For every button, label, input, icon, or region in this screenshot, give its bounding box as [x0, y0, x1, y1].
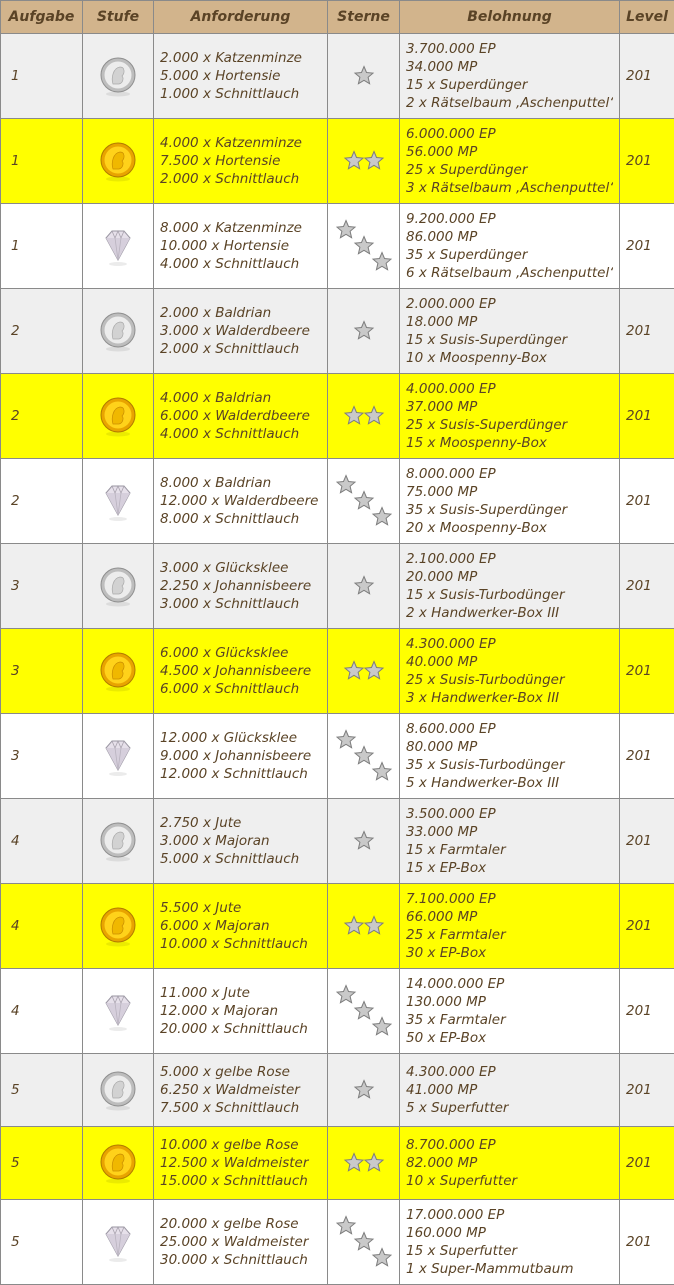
anforderung-cell: [154, 119, 328, 204]
text-line: 30 x EP-Box: [406, 945, 487, 961]
belohnung-cell: [400, 119, 620, 204]
aufgabe-cell: 4: [1, 884, 83, 969]
text-line: 15 x Moospenny-Box: [406, 435, 547, 451]
belohnung-cell: [400, 544, 620, 629]
star-icon: [355, 1002, 373, 1019]
stufe-cell: [83, 459, 154, 544]
text-line: 1.000 x Schnittlauch: [160, 86, 300, 102]
text-line: 25 x Susis-Superdünger: [406, 417, 568, 433]
sterne-cell: [328, 884, 400, 969]
text-line: 8.000.000 EP: [406, 466, 496, 482]
text-line: 17.000.000 EP: [406, 1207, 505, 1223]
gold-coin-icon: [98, 1141, 138, 1185]
text-line: 41.000 MP: [406, 1082, 478, 1098]
aufgabe-cell: 1: [1, 204, 83, 289]
text-line: 4.500 x Johannisbeere: [160, 663, 312, 679]
text-line: 8.000 x Baldrian: [160, 475, 272, 491]
stars-rating: [336, 982, 392, 1040]
star-icon: [337, 731, 355, 748]
text-line: 20 x Moospenny-Box: [406, 520, 547, 536]
aufgabe-cell: 2: [1, 374, 83, 459]
stufe-cell: [83, 1127, 154, 1200]
text-line: 12.000 x Walderdbeere: [160, 493, 319, 509]
text-line: 5.000 x Schnittlauch: [160, 851, 300, 867]
text-line: 9.200.000 EP: [406, 211, 496, 227]
level-cell: 201: [620, 374, 674, 459]
belohnung-cell: [400, 969, 620, 1054]
aufgabe-cell: 5: [1, 1054, 83, 1127]
level-cell: 201: [620, 1200, 674, 1285]
text-line: 12.000 x Schnittlauch: [160, 766, 308, 782]
text-line: 25 x Susis-Turbodünger: [406, 672, 565, 688]
level-cell: 201: [620, 969, 674, 1054]
star-icon: [365, 152, 383, 169]
text-line: 4.300.000 EP: [406, 636, 496, 652]
text-line: 20.000 x gelbe Rose: [160, 1216, 299, 1232]
belohnung-cell: [400, 289, 620, 374]
stars-rating: [336, 812, 392, 870]
text-line: 75.000 MP: [406, 484, 478, 500]
text-line: 66.000 MP: [406, 909, 478, 925]
table-row: [1, 1054, 674, 1127]
anforderung-cell: [154, 1127, 328, 1200]
text-line: 3 x Rätselbaum ‚Aschenputtel‘: [406, 180, 613, 196]
text-line: 35 x Susis-Superdünger: [406, 502, 568, 518]
table-row: [1, 629, 674, 714]
star-icon: [337, 986, 355, 1003]
table-row: [1, 714, 674, 799]
text-line: 10 x Moospenny-Box: [406, 350, 547, 366]
level-cell: 201: [620, 289, 674, 374]
text-line: 6 x Rätselbaum ‚Aschenputtel‘: [406, 265, 613, 281]
belohnung-cell: [400, 799, 620, 884]
text-line: 10.000 x Hortensie: [160, 238, 290, 254]
header-belohnung: Belohnung: [400, 1, 620, 34]
text-line: 35 x Superdünger: [406, 247, 528, 263]
star-icon: [355, 747, 373, 764]
sterne-cell: [328, 34, 400, 119]
silver-coin-icon: [98, 54, 138, 98]
text-line: 8.000 x Schnittlauch: [160, 511, 300, 527]
text-line: 14.000.000 EP: [406, 976, 505, 992]
diamond-icon: [98, 479, 138, 523]
star-icon: [365, 662, 383, 679]
star-icon: [355, 1233, 373, 1250]
aufgabe-cell: 2: [1, 289, 83, 374]
table-row: [1, 544, 674, 629]
aufgabe-cell: 3: [1, 544, 83, 629]
text-line: 8.000 x Katzenminze: [160, 220, 302, 236]
text-line: 15.000 x Schnittlauch: [160, 1173, 308, 1189]
table-row: [1, 1127, 674, 1200]
star-icon: [373, 253, 391, 270]
anforderung-cell: [154, 714, 328, 799]
level-cell: 201: [620, 884, 674, 969]
text-line: 56.000 MP: [406, 144, 478, 160]
star-icon: [355, 67, 373, 84]
belohnung-cell: [400, 884, 620, 969]
silver-coin-icon: [98, 1068, 138, 1112]
sterne-cell: [328, 629, 400, 714]
anforderung-cell: [154, 34, 328, 119]
stufe-cell: [83, 629, 154, 714]
gold-coin-icon: [98, 394, 138, 438]
header-aufgabe: Aufgabe: [1, 1, 83, 34]
anforderung-cell: [154, 799, 328, 884]
text-line: 3.000 x Majoran: [160, 833, 270, 849]
text-line: 25.000 x Waldmeister: [160, 1234, 309, 1250]
text-line: 10.000 x gelbe Rose: [160, 1137, 299, 1153]
text-line: 3.000 x Schnittlauch: [160, 596, 300, 612]
text-line: 25 x Farmtaler: [406, 927, 506, 943]
text-line: 33.000 MP: [406, 824, 478, 840]
table-row: [1, 884, 674, 969]
header-stufe: Stufe: [83, 1, 154, 34]
text-line: 6.000 x Majoran: [160, 918, 270, 934]
table-row: [1, 1200, 674, 1285]
aufgabe-cell: 3: [1, 714, 83, 799]
text-line: 6.250 x Waldmeister: [160, 1082, 300, 1098]
text-line: 4.000 x Schnittlauch: [160, 426, 300, 442]
anforderung-cell: [154, 374, 328, 459]
text-line: 8.700.000 EP: [406, 1137, 496, 1153]
silver-coin-icon: [98, 309, 138, 353]
star-icon: [365, 917, 383, 934]
text-line: 2.100.000 EP: [406, 551, 496, 567]
gold-coin-icon: [98, 139, 138, 183]
level-cell: 201: [620, 204, 674, 289]
text-line: 5 x Handwerker-Box III: [406, 775, 560, 791]
text-line: 7.100.000 EP: [406, 891, 496, 907]
stufe-cell: [83, 1054, 154, 1127]
diamond-icon: [98, 734, 138, 778]
star-icon: [337, 476, 355, 493]
level-cell: 201: [620, 1127, 674, 1200]
sterne-cell: [328, 374, 400, 459]
stars-rating: [336, 302, 392, 360]
text-line: 7.500 x Hortensie: [160, 153, 281, 169]
stufe-cell: [83, 34, 154, 119]
belohnung-cell: [400, 34, 620, 119]
stufe-cell: [83, 799, 154, 884]
stars-rating: [336, 1134, 392, 1192]
anforderung-cell: [154, 969, 328, 1054]
text-line: 11.000 x Jute: [160, 985, 250, 1001]
sterne-cell: [328, 714, 400, 799]
table-row: [1, 969, 674, 1054]
level-cell: 201: [620, 714, 674, 799]
belohnung-cell: [400, 459, 620, 544]
text-line: 15 x Superdünger: [406, 77, 528, 93]
text-line: 3.700.000 EP: [406, 41, 496, 57]
text-line: 30.000 x Schnittlauch: [160, 1252, 308, 1268]
text-line: 12.000 x Glücksklee: [160, 730, 298, 746]
text-line: 15 x Susis-Turbodünger: [406, 587, 565, 603]
aufgabe-cell: 4: [1, 969, 83, 1054]
aufgabe-cell: 2: [1, 459, 83, 544]
belohnung-cell: [400, 1054, 620, 1127]
text-line: 4.000 x Baldrian: [160, 390, 272, 406]
stars-rating: [336, 1213, 392, 1271]
anforderung-cell: [154, 629, 328, 714]
text-line: 34.000 MP: [406, 59, 478, 75]
text-line: 2.000 x Katzenminze: [160, 50, 302, 66]
table-row: [1, 459, 674, 544]
anforderung-cell: [154, 459, 328, 544]
star-icon: [355, 577, 373, 594]
text-line: 6.000 x Schnittlauch: [160, 681, 300, 697]
level-cell: 201: [620, 34, 674, 119]
aufgabe-cell: 1: [1, 34, 83, 119]
stufe-cell: [83, 714, 154, 799]
star-icon: [345, 407, 363, 424]
sterne-cell: [328, 969, 400, 1054]
star-icon: [345, 917, 363, 934]
text-line: 35 x Susis-Turbodünger: [406, 757, 565, 773]
anforderung-cell: [154, 544, 328, 629]
star-icon: [345, 662, 363, 679]
stufe-cell: [83, 119, 154, 204]
text-line: 3 x Handwerker-Box III: [406, 690, 560, 706]
text-line: 8.600.000 EP: [406, 721, 496, 737]
stars-rating: [336, 727, 392, 785]
quest-table-body: [1, 34, 674, 1285]
text-line: 15 x Superfutter: [406, 1243, 518, 1259]
text-line: 10.000 x Schnittlauch: [160, 936, 308, 952]
header-anforderung: Anforderung: [154, 1, 328, 34]
silver-coin-icon: [98, 819, 138, 863]
star-icon: [355, 237, 373, 254]
text-line: 2.000 x Schnittlauch: [160, 171, 300, 187]
text-line: 2.750 x Jute: [160, 815, 242, 831]
level-cell: 201: [620, 799, 674, 884]
anforderung-cell: [154, 1200, 328, 1285]
stufe-cell: [83, 204, 154, 289]
table-row: [1, 374, 674, 459]
text-line: 6.000.000 EP: [406, 126, 496, 142]
belohnung-cell: [400, 204, 620, 289]
stufe-cell: [83, 374, 154, 459]
star-icon: [355, 322, 373, 339]
anforderung-cell: [154, 289, 328, 374]
stars-rating: [336, 387, 392, 445]
text-line: 2 x Handwerker-Box III: [406, 605, 560, 621]
text-line: 4.000.000 EP: [406, 381, 496, 397]
text-line: 160.000 MP: [406, 1225, 486, 1241]
text-line: 12.500 x Waldmeister: [160, 1155, 309, 1171]
text-line: 18.000 MP: [406, 314, 478, 330]
diamond-icon: [98, 989, 138, 1033]
aufgabe-cell: 3: [1, 629, 83, 714]
text-line: 20.000 MP: [406, 569, 478, 585]
level-cell: 201: [620, 1054, 674, 1127]
star-icon: [337, 1217, 355, 1234]
text-line: 1 x Super-Mammutbaum: [406, 1261, 574, 1277]
text-line: 3.000 x Glücksklee: [160, 560, 289, 576]
stufe-cell: [83, 289, 154, 374]
text-line: 37.000 MP: [406, 399, 478, 415]
anforderung-cell: [154, 204, 328, 289]
text-line: 40.000 MP: [406, 654, 478, 670]
stars-rating: [336, 472, 392, 530]
text-line: 50 x EP-Box: [406, 1030, 487, 1046]
text-line: 2.000.000 EP: [406, 296, 496, 312]
text-line: 20.000 x Schnittlauch: [160, 1021, 308, 1037]
text-line: 2.000 x Schnittlauch: [160, 341, 300, 357]
star-icon: [345, 1154, 363, 1171]
text-line: 3.500.000 EP: [406, 806, 496, 822]
text-line: 25 x Superdünger: [406, 162, 528, 178]
stufe-cell: [83, 544, 154, 629]
table-row: [1, 34, 674, 119]
aufgabe-cell: 1: [1, 119, 83, 204]
star-icon: [373, 763, 391, 780]
text-line: 2.000 x Baldrian: [160, 305, 272, 321]
stars-rating: [336, 557, 392, 615]
star-icon: [337, 221, 355, 238]
text-line: 6.000 x Glücksklee: [160, 645, 289, 661]
star-icon: [365, 1154, 383, 1171]
level-cell: 201: [620, 459, 674, 544]
star-icon: [355, 832, 373, 849]
text-line: 2.250 x Johannisbeere: [160, 578, 312, 594]
text-line: 130.000 MP: [406, 994, 486, 1010]
star-icon: [365, 407, 383, 424]
sterne-cell: [328, 119, 400, 204]
anforderung-cell: [154, 884, 328, 969]
star-icon: [373, 1249, 391, 1266]
text-line: 4.000 x Katzenminze: [160, 135, 302, 151]
star-icon: [373, 508, 391, 525]
header-sterne: Sterne: [328, 1, 400, 34]
aufgabe-cell: 4: [1, 799, 83, 884]
text-line: 4.000 x Schnittlauch: [160, 256, 300, 272]
text-line: 5.000 x gelbe Rose: [160, 1064, 290, 1080]
star-icon: [355, 1081, 373, 1098]
stufe-cell: [83, 884, 154, 969]
header-row: [1, 1, 674, 34]
text-line: 5.500 x Jute: [160, 900, 242, 916]
stufe-cell: [83, 969, 154, 1054]
stars-rating: [336, 217, 392, 275]
aufgabe-cell: 5: [1, 1127, 83, 1200]
text-line: 86.000 MP: [406, 229, 478, 245]
star-icon: [355, 492, 373, 509]
belohnung-cell: [400, 1200, 620, 1285]
text-line: 9.000 x Johannisbeere: [160, 748, 312, 764]
text-line: 15 x Susis-Superdünger: [406, 332, 568, 348]
sterne-cell: [328, 544, 400, 629]
level-cell: 201: [620, 119, 674, 204]
table-row: [1, 799, 674, 884]
text-line: 7.500 x Schnittlauch: [160, 1100, 300, 1116]
diamond-icon: [98, 1220, 138, 1264]
text-line: 6.000 x Walderdbeere: [160, 408, 310, 424]
text-line: 4.300.000 EP: [406, 1064, 496, 1080]
stars-rating: [336, 1061, 392, 1119]
header-level: Level: [620, 1, 674, 34]
text-line: 3.000 x Walderdbeere: [160, 323, 310, 339]
sterne-cell: [328, 204, 400, 289]
anforderung-cell: [154, 1054, 328, 1127]
stars-rating: [336, 897, 392, 955]
belohnung-cell: [400, 629, 620, 714]
belohnung-cell: [400, 1127, 620, 1200]
aufgabe-cell: 5: [1, 1200, 83, 1285]
table-row: [1, 119, 674, 204]
gold-coin-icon: [98, 904, 138, 948]
text-line: 5.000 x Hortensie: [160, 68, 281, 84]
sterne-cell: [328, 1200, 400, 1285]
table-row: [1, 289, 674, 374]
level-cell: 201: [620, 544, 674, 629]
sterne-cell: [328, 289, 400, 374]
belohnung-cell: [400, 374, 620, 459]
belohnung-cell: [400, 714, 620, 799]
sterne-cell: [328, 799, 400, 884]
sterne-cell: [328, 459, 400, 544]
stars-rating: [336, 642, 392, 700]
silver-coin-icon: [98, 564, 138, 608]
star-icon: [373, 1018, 391, 1035]
table-row: [1, 204, 674, 289]
gold-coin-icon: [98, 649, 138, 693]
text-line: 5 x Superfutter: [406, 1100, 509, 1116]
stars-rating: [336, 132, 392, 190]
text-line: 15 x Farmtaler: [406, 842, 506, 858]
text-line: 12.000 x Majoran: [160, 1003, 279, 1019]
star-icon: [345, 152, 363, 169]
level-cell: 201: [620, 629, 674, 714]
text-line: 82.000 MP: [406, 1155, 478, 1171]
sterne-cell: [328, 1127, 400, 1200]
sterne-cell: [328, 1054, 400, 1127]
text-line: 15 x EP-Box: [406, 860, 487, 876]
text-line: 10 x Superfutter: [406, 1173, 518, 1189]
stufe-cell: [83, 1200, 154, 1285]
stars-rating: [336, 47, 392, 105]
diamond-icon: [98, 224, 138, 268]
text-line: 35 x Farmtaler: [406, 1012, 506, 1028]
text-line: 80.000 MP: [406, 739, 478, 755]
text-line: 2 x Rätselbaum ‚Aschenputtel‘: [406, 95, 613, 111]
